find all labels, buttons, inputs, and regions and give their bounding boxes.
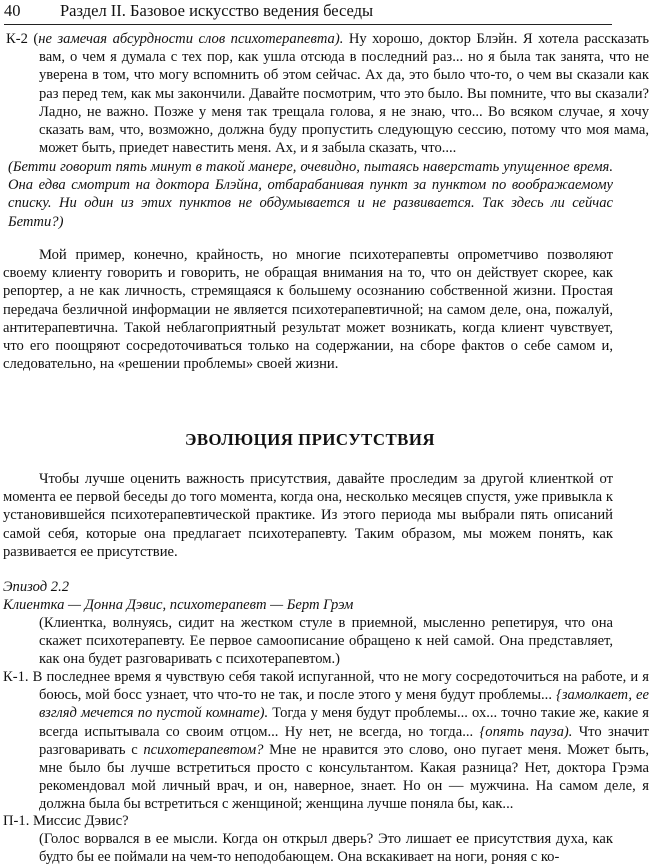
body-paragraph-1: Мой пример, конечно, крайность, но многие психотерапевты опрометчиво позволяют своему клиенту говорить и говорить, не обращая внимания на то, что он действует скорее, как репортер, а не как личность, стремящаяся к большему осознанию собственной жизни. Простая передача безличной информации не является психотерапевтичной; на самом деле, она, пожалуй, антитерапевтична. Такой неблагоприятный результат может возникать, когда клиент чувствует, что его поощряют сосредоточиваться только на содержании, на сборе фактов о себе самом и, следовательно, на «решении проблемы» своей жизни. — [3, 247, 613, 373]
utterance-part: К-1. В последнее время я чувствую себя такой испуганной, что не могу сосредоточиться на работе, и я боюсь, мой босс узнает, что что-то не так, и после этого у меня будут проблемы... — [3, 669, 649, 704]
body-paragraph-2: Чтобы лучше оценить важность присутствия, давайте проследим за другой клиенткой от момента ее первой беседы до того момента, когда она, несколько месяцев спустя, уже привыкла к установившейся психотерапевтической практике. Из этого периода мы выбрали пять описаний самой себя, которые она предлагает психотерапевту. Таким образом, мы можем понять, как развивается ее присутствие. — [3, 471, 613, 560]
running-header — [4, 0, 612, 25]
page-number: 40 — [4, 1, 21, 20]
stage-direction-2: (Голос ворвался в ее мысли. Когда он открыл дверь? Это лишает ее присутствия духа, как будто бы ее поймали на чем-то неподобающем. Она вскакивает на ноги, роняя с ко- — [39, 831, 613, 866]
client-line-k2 — [3, 30, 649, 157]
therapist-line-p1: П-1. Миссис Дэвис? — [3, 813, 129, 829]
stage-direction: не замечая абсурдности слов психотерапевта). — [38, 31, 344, 47]
client-line-k1 — [3, 668, 649, 814]
stage-direction-inline: {опять пауза). — [479, 723, 573, 740]
stage-direction-1: (Клиентка, волнуясь, сидит на жестком стуле в приемной, мысленно репетируя, что она скажет психотерапевту. Ее первое самоописание обращено к ней самой. Она представляет, как она будет разговаривать с психотерапевтом.) — [39, 615, 613, 668]
emphasis: психотерапевтом? — [143, 741, 264, 758]
author-note: (Бетти говорит пять минут в такой манере, очевидно, пытаясь наверстать упущенное время. Она едва смотрит на доктора Блэйна, отбарабанивая пункт за пунктом по воображаемому списку. Ни один из этих пунктов не обдумывается и не развивается. Так здесь ли сейчас Бетти?) — [8, 159, 613, 230]
utterance-part: Мне не нравится это слово, оно пугает меня. Может быть, мне было бы лучше встретиться просто с консультантом. Какая разница? Нет, доктора Грэма рекомендовал мой личный врач, и он, наверное, знает. Но он — мужчина. На самом деле, я должна была бы встретиться с женщиной; женщина лучше поняла бы, как... — [39, 741, 649, 813]
section-heading: ЭВОЛЮЦИЯ ПРИСУТСТВИЯ — [184, 430, 436, 449]
episode-cast: Клиентка — Донна Дэвис, психотерапевт — Берт Грэм — [3, 597, 354, 613]
episode-title: Эпизод 2.2 — [3, 579, 70, 595]
utterance: Ну хорошо, доктор Блэйн. Я хотела рассказать вам, о чем я думала с тех пор, как ушла отсюда в последний раз... но я была так занята, что не уверена в том, что могу вспомнить об этом сейчас. Ах да, это было что-то, о чем вы сказали как раз перед тем, как мы закончили. Давайте посмотрим, что это было. Вы помните, что вы сказали? Ладно, не важно. Позже у меня так трещала голова, я не знаю, что... Во всяком случае, я хочу сказать вам, что, возможно, должна буду пропустить следующую сессию, потому что моя мама, может быть, приедет навестить меня. Ах, и я забыла сказать, что.... — [39, 31, 649, 157]
utterance-part: Тогда у меня будут проблемы... ох... точно такие же, какие я всегда испытывала со своим отцом... Ну нет, не всегда, но тогда... — [39, 705, 649, 740]
utterance-part: Что значит разговаривать с — [39, 723, 649, 758]
running-title: Раздел II. Базовое искусство ведения беседы — [60, 1, 374, 20]
stage-direction-inline: {замолкает, ее взгляд мечется по пустой комнате). — [39, 687, 649, 722]
speaker-label: К-2 ( — [6, 31, 39, 47]
